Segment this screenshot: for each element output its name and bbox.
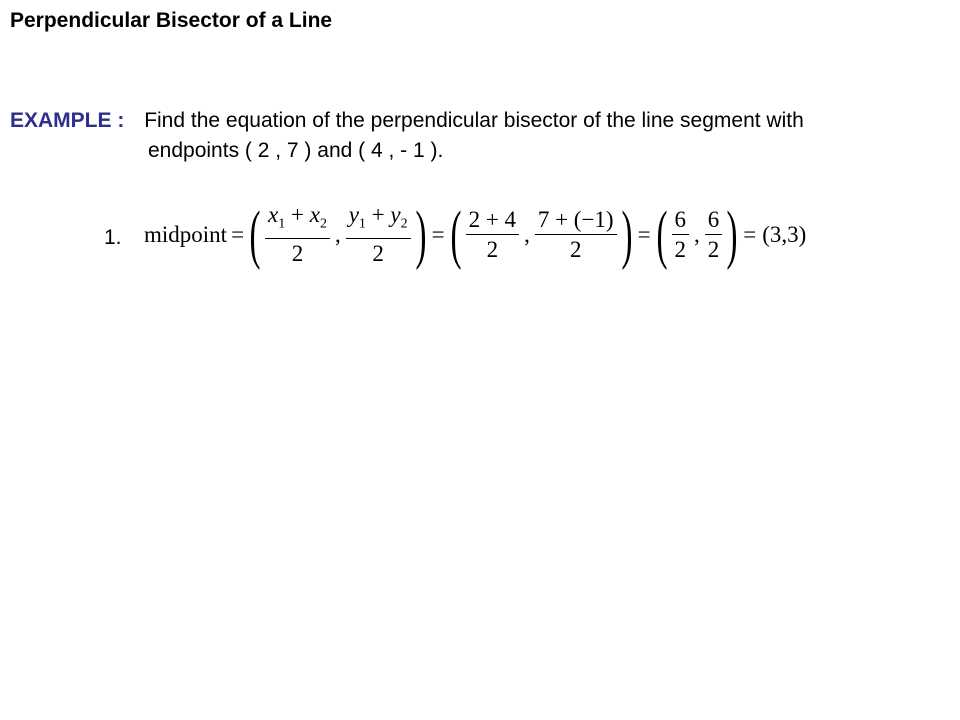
equals-sign: = bbox=[743, 222, 757, 247]
fraction-x-sum: $\frac{6}{2}$ bbox=[672, 206, 690, 265]
left-paren: ( bbox=[249, 198, 261, 271]
right-paren: ) bbox=[726, 198, 738, 271]
fraction-x-average: $\frac{x_1 + x_2}{2}$ bbox=[265, 201, 330, 270]
midpoint-result: (3,3) bbox=[762, 222, 807, 247]
midpoint-equation bbox=[144, 200, 806, 270]
fraction-y-sum: $\frac{6}{2}$ bbox=[705, 206, 723, 265]
comma: , bbox=[524, 222, 530, 247]
equals-sign: = bbox=[431, 222, 445, 247]
comma: , bbox=[694, 222, 700, 247]
example-prompt-line-1: Find the equation of the perpendicular bisector of the line segment with bbox=[144, 109, 804, 132]
fraction-y-values: $\frac{7 + (-1)}{2}$ bbox=[535, 206, 617, 265]
example-line bbox=[10, 109, 804, 133]
step-number: 1. bbox=[104, 226, 122, 249]
example-prompt-line-2: endpoints ( 2 , 7 ) and ( 4 , - 1 ). bbox=[148, 139, 444, 162]
equals-sign: = bbox=[231, 222, 245, 247]
equation-lhs: midpoint bbox=[144, 222, 228, 247]
equals-sign: = bbox=[637, 222, 651, 247]
fraction-x-values: $\frac{2 + 4}{2}$ bbox=[466, 206, 519, 265]
example-label: EXAMPLE : bbox=[10, 109, 125, 132]
page-title: Perpendicular Bisector of a Line bbox=[10, 9, 333, 32]
left-paren: ( bbox=[450, 198, 462, 271]
fraction-y-average: $\frac{y_1 + y_2}{2}$ bbox=[346, 201, 411, 270]
left-paren: ( bbox=[656, 198, 668, 271]
right-paren: ) bbox=[415, 198, 427, 271]
right-paren: ) bbox=[621, 198, 633, 271]
comma: , bbox=[334, 222, 341, 247]
